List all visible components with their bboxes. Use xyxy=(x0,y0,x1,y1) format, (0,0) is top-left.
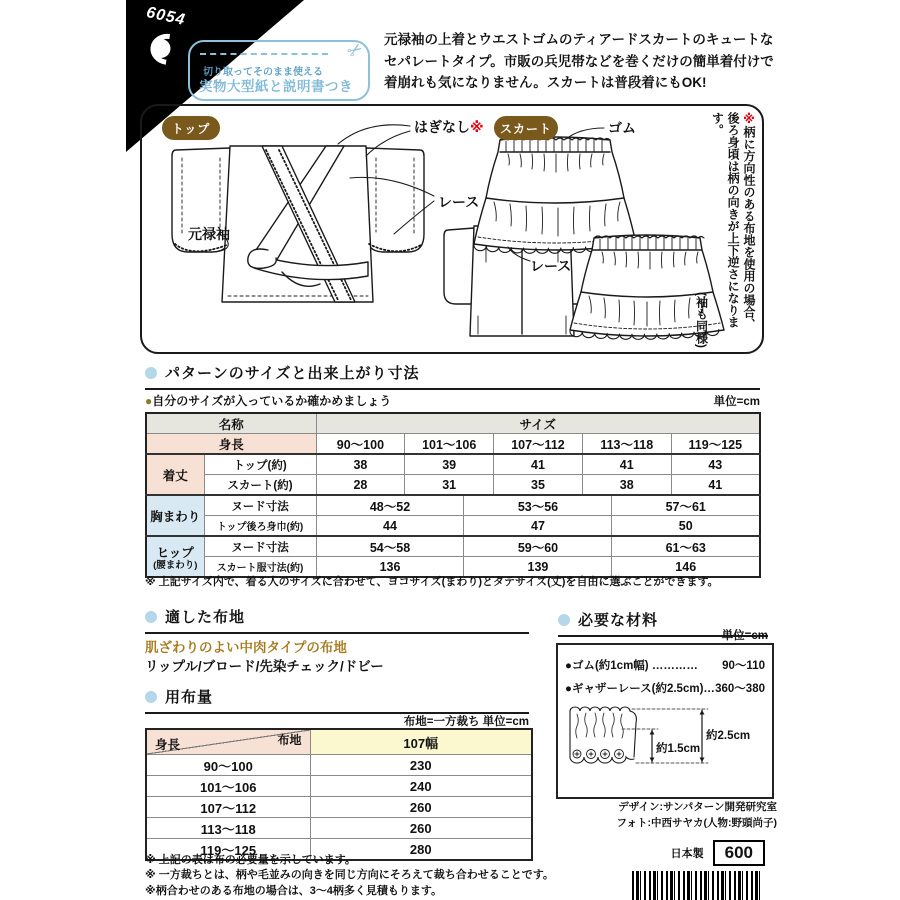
cut-banner-line1: 切り取ってそのまま使える xyxy=(203,67,323,78)
size-table-row: 胸まわり ヌード寸法 48〜52 53〜56 57〜61 xyxy=(146,495,760,516)
cut-banner-line2: 実物大型紙と説明書つき xyxy=(199,79,353,94)
size-subtitle: ●自分のサイズが入っているか確かめましょう xyxy=(145,394,392,408)
materials-unit: 単位=cm xyxy=(721,630,768,642)
yardage-header-row: 布地 身長 107幅 xyxy=(146,729,532,755)
size-subtitle-row xyxy=(145,392,760,409)
size-table-note: ※ 上記サイズ内で、着る人のサイズに合わせて、ヨコサイズ(まわり)とタテサイズ(丈)を自由に選ぶことができます。 xyxy=(145,576,719,588)
vertical-note xyxy=(693,112,756,348)
yardage-section-title: 用布量 xyxy=(165,689,214,706)
size-table-height-row: 身長 90〜100 101〜106 107〜112 113〜118 119〜125 xyxy=(146,434,760,455)
label-haginashi: はぎなし※ xyxy=(414,119,484,135)
materials-box xyxy=(556,643,774,799)
barcode xyxy=(632,871,762,900)
section-bullet-icon xyxy=(145,611,157,623)
size-section-heading xyxy=(145,362,760,390)
top-badge: トップ xyxy=(162,116,220,140)
scissors-icon: ✂ xyxy=(343,37,368,63)
vertical-note-line2: 後ろ身頃は柄の向きが上下逆さになります。 xyxy=(710,112,741,328)
vertical-note-line1: ※柄に方向性のある布地を使用の場合、 xyxy=(742,112,756,330)
label-lace-top: レース xyxy=(438,194,480,210)
material-item: ●ギャザーレース(約2.5cm)… 360〜380 xyxy=(565,683,765,695)
yardage-row: 107〜112 260 xyxy=(146,797,532,818)
section-bullet-icon xyxy=(145,691,157,703)
fabric-examples: リップル/ブロード/先染チェック/ドビー xyxy=(145,659,384,674)
brand-logo-icon xyxy=(133,25,182,71)
size-table-row: スカート服寸法(約) 136 139 146 xyxy=(146,557,760,578)
yardage-note: ※ 一方裁ちとは、柄や毛並みの向きを同じ方向にそろえて裁ち合わせることです。 xyxy=(145,869,554,882)
materials-section-title: 必要な材料 xyxy=(578,612,659,629)
size-table-row: スカート(約) 28 31 35 38 41 xyxy=(146,475,760,496)
yardage-table-note: 布地=一方裁ち 単位=cm xyxy=(403,716,529,728)
fabric-section-title: 適した布地 xyxy=(165,609,246,626)
size-table-row: トップ後ろ身巾(約) 44 47 50 xyxy=(146,516,760,537)
yardage-note: ※ 上記の表は布の必要量を示しています。 xyxy=(145,854,356,866)
skirt-badge: スカート xyxy=(494,116,558,140)
size-table xyxy=(145,412,761,578)
yardage-row: 113〜118 260 xyxy=(146,818,532,839)
garment-illustration xyxy=(142,106,762,352)
illustration-box xyxy=(140,104,764,354)
size-unit: 単位=cm xyxy=(713,395,760,408)
credit-design: デザイン:サンパターン開発研究室 xyxy=(618,801,777,813)
credit-photo: フォト:中西サヤカ(人物:野頭尚子) xyxy=(616,817,777,830)
intro-text: 元禄袖の上着とウエストゴムのティアードスカートのキュートなセパレートタイプ。市販の兵児帯などを巻くだけの簡単着付けで着崩れも気になりません。スカートは普段着にもOK! xyxy=(384,32,774,91)
yardage-row: 90〜100 230 xyxy=(146,755,532,776)
made-in-label: 日本製 xyxy=(670,848,704,860)
pattern-number: 6054 xyxy=(144,4,188,29)
yardage-note: ※柄合わせのある布地の場合は、3〜4柄多く見積もります。 xyxy=(145,884,443,897)
section-bullet-icon xyxy=(145,367,157,379)
size-section-title: パターンのサイズと出来上がり寸法 xyxy=(165,365,420,382)
cut-dashed-line xyxy=(200,53,328,55)
size-table-row: ヒップ (腰まわり) ヌード寸法 54〜58 59〜60 61〜63 xyxy=(146,536,760,557)
size-table-header-row: 名称 サイズ xyxy=(146,413,760,434)
credits xyxy=(553,799,777,832)
fabric-highlight: 肌ざわりのよい中肉タイプの布地 xyxy=(145,640,347,655)
note-asterisk: ※ xyxy=(742,112,756,126)
yardage-notes xyxy=(145,853,554,899)
yardage-diagonal-header: 布地 身長 xyxy=(146,729,310,755)
yardage-row: 119〜125 280 xyxy=(146,839,532,861)
vertical-note-line3: (袖も同様) xyxy=(694,292,709,348)
cut-banner xyxy=(188,37,370,101)
yardage-section-heading xyxy=(145,686,529,714)
yardage-row: 101〜106 240 xyxy=(146,776,532,797)
label-gomu: ゴム xyxy=(608,120,636,136)
fabric-section-heading xyxy=(145,606,529,634)
material-item: ●ゴム(約1cm幅) ………… 90〜110 xyxy=(565,660,765,672)
size-table-row: 着丈 トップ(約) 38 39 41 41 43 xyxy=(146,454,760,475)
yardage-table xyxy=(145,728,533,861)
price-code: 600 xyxy=(713,840,765,866)
asterisk-mark: ※ xyxy=(470,119,484,135)
label-genroku-sode: 元禄袖 xyxy=(188,226,230,242)
made-in-row xyxy=(553,840,765,866)
label-lace-skirt: レース xyxy=(530,258,572,274)
lace-dim-inner: 約1.5cm xyxy=(656,743,701,755)
section-bullet-icon xyxy=(558,614,570,626)
lace-dim-outer: 約2.5cm xyxy=(706,730,751,742)
